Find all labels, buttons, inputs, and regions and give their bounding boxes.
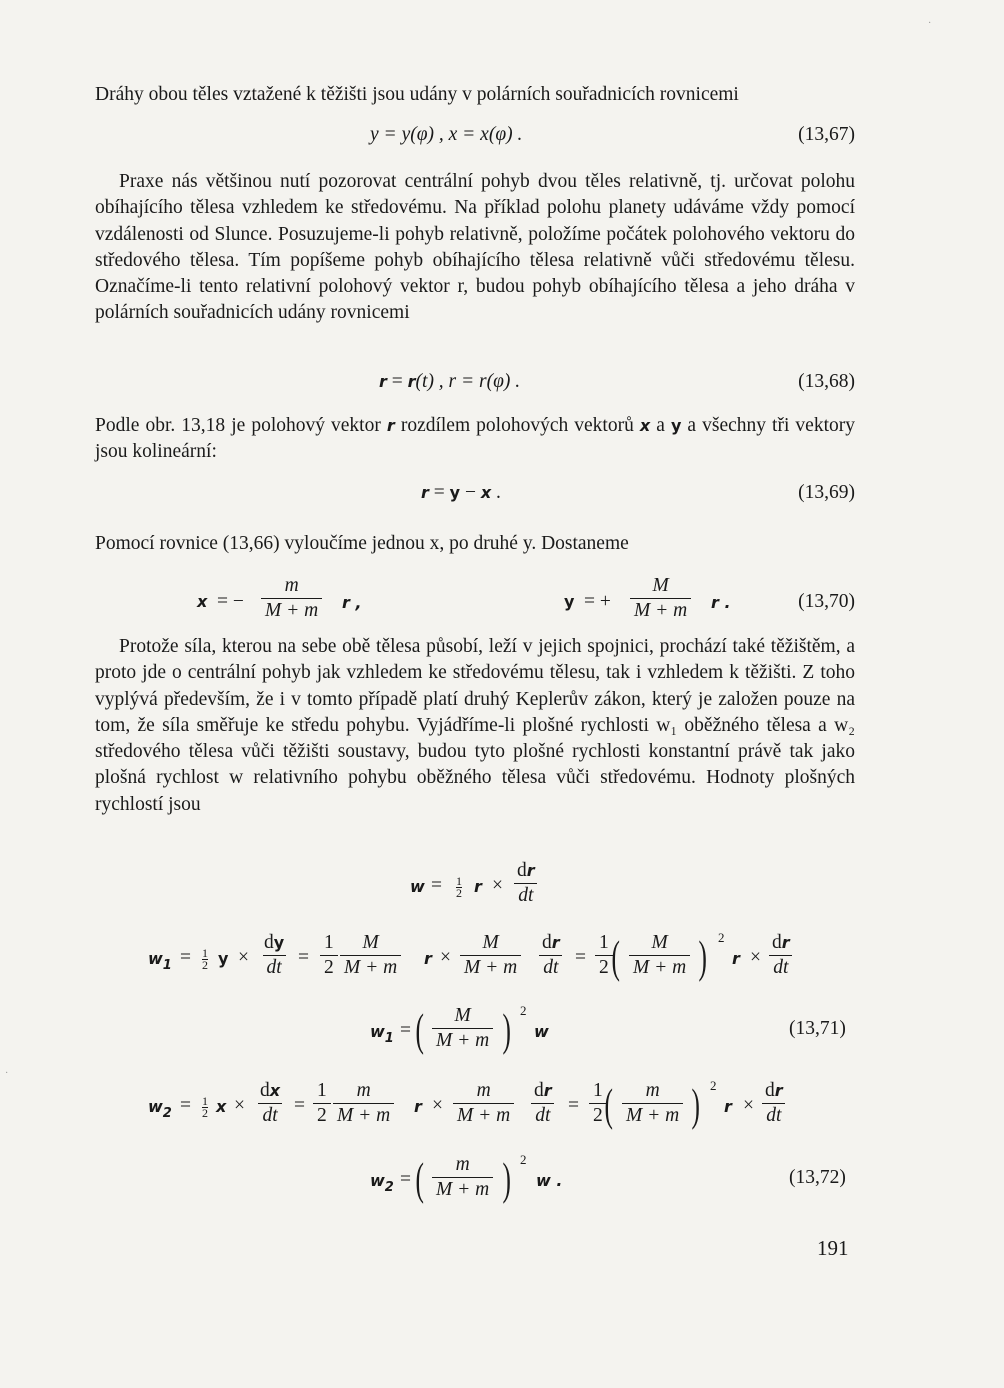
paragraph-3-text-c: rozdílem polohových vektorů [394, 415, 640, 436]
equals-sign: = [428, 482, 450, 503]
fraction-m-over-M-plus-m: $\frac{m}{M + m}$ [333, 1080, 394, 1127]
period: . [491, 482, 501, 503]
paragraph-3 [95, 413, 855, 466]
vector-w: w [410, 877, 425, 896]
fraction-m-over-M-plus-m: $\frac{m}{M + m}$ [261, 575, 322, 622]
vector-y: y [218, 949, 229, 968]
fraction-dx-dt: $\frac{dx}{dt}$ [260, 1080, 281, 1126]
fraction-m-over-M-plus-m: $\frac{m}{M + m}$ [432, 1154, 493, 1201]
paragraph-1: Dráhy obou těles vztažené k těžišti jsou udány v polárních souřadnicích rovnicemi [95, 84, 739, 105]
page-number: 191 [817, 1236, 849, 1260]
times-sign: × [492, 875, 503, 896]
scan-speck: · [5, 1068, 9, 1079]
fraction-M-over-M-plus-m: $\frac{M}{M + m}$ [630, 575, 691, 622]
paragraph-3-text-g: a všechny tři vektory jsou kolineární: [95, 415, 855, 463]
left-paren: ( [415, 1004, 424, 1055]
fraction-m-over-M-plus-m: $\frac{m}{M + m}$ [622, 1080, 683, 1127]
equation-13-67-body: y = y(φ) , x = x(φ) . [370, 124, 523, 145]
equation-number-13-67: (13,67) [798, 124, 855, 145]
vector-r: r . [711, 593, 731, 612]
vector-r: r [379, 372, 387, 391]
fraction-one-half: $\frac{1}{2}$ [320, 932, 338, 979]
equation-w [0, 860, 1004, 920]
paragraph-3-text-e: a [650, 415, 671, 436]
left-paren: ( [604, 1079, 613, 1130]
equation-13-67 [95, 124, 855, 154]
equation-number-13-72: (13,72) [789, 1167, 846, 1188]
fraction-M-over-M-plus-m: $\frac{M}{M + m}$ [340, 932, 401, 979]
vector-y: y [670, 416, 682, 435]
equation-number-13-70: (13,70) [798, 591, 855, 612]
fraction-m-over-M-plus-m: $\frac{m}{M + m}$ [453, 1080, 514, 1127]
vector-y: y [564, 592, 575, 611]
fraction-M-over-M-plus-m: $\frac{M}{M + m}$ [629, 932, 690, 979]
fraction-M-over-M-plus-m: $\frac{M}{M + m}$ [460, 932, 521, 979]
equation-number-13-69: (13,69) [798, 482, 855, 503]
vector-r: r , [342, 593, 362, 612]
paragraph-3-text-a: Podle obr. 13,18 je polohový vektor [95, 415, 387, 436]
vector-x: x [197, 592, 208, 611]
equation-13-69 [95, 482, 855, 512]
equation-w1-expansion: $w_1$ = 1 2 y × $\frac{dy}{dt}$ = $\frac{1}{2}$ $\frac{M}{M + m}$ r × $\frac{M}{M + m}$ $\frac{dr}{dt}$ = $\frac{1}{2}$ ( $\frac{M}{M + m}$ ) 2 r × $\frac{dr}{dt}$ [0, 932, 1004, 992]
vector-r: r [407, 372, 416, 391]
equation-13-71: $w_1$ = ( $\frac{M}{M + m}$ ) 2 w (13,71) [370, 1003, 846, 1055]
left-paren: ( [415, 1153, 424, 1204]
fraction-one-half: $\frac{1}{2}$ [595, 932, 613, 979]
paragraph-4: Pomocí rovnice (13,66) vyloučíme jednou x, po druhé y. Dostaneme [95, 533, 629, 554]
vector-r: r [421, 483, 429, 502]
fraction-dr-dt: $\frac{dr}{dt}$ [538, 932, 564, 979]
equation-13-72: $w_2$ = ( $\frac{m}{M + m}$ ) 2 w . (13,72) [370, 1152, 846, 1204]
fraction-one-half: $\frac{1}{2}$ [313, 1080, 331, 1127]
paragraph-5: Protože síla, kterou na sebe obě tělesa působí, leží v jejich spojnici, prochází také těžištěm, a proto jde o centrální pohyb jak vzhledem ke středovému tělesu, tak i vzhledem k těžišti. Z toho vyplývá především, že i v tomto případě platí druhý Keplerův zákon, který je založen pouze na tom, že síla směřuje ke středu pohybu. Vyjádříme-li plošné rychlosti w₁ oběžného tělesa a w₂ středového tělesa vůči těžišti soustavy, budou tyto plošné rychlosti konstantní právě tak jako plošná rychlost w relativního pohybu oběžného tělesa vůči středovému. Hodnoty plošných rychlostí jsou [95, 636, 855, 815]
fraction-dr-dt: $\frac{dr}{dt}$ [530, 1080, 556, 1127]
one-half: 1 2 [202, 1094, 208, 1120]
scan-speck: · [928, 18, 932, 29]
minus-sign: − [460, 482, 481, 503]
equals-minus: = − [217, 591, 244, 612]
right-paren: ) [502, 1153, 511, 1204]
left-paren: ( [611, 931, 620, 982]
equation-number-13-68: (13,68) [798, 371, 855, 392]
fraction-M-over-M-plus-m: $\frac{M}{M + m}$ [432, 1005, 493, 1052]
one-half: 1 2 [202, 946, 208, 972]
equals-sign: = [431, 875, 442, 896]
paragraph-2: Praxe nás většinou nutí pozorovat centrální pohyb dvou těles relativně, tj. určovat polohu obíhajícího tělesa vzhledem ke středovému. Na příklad polohu planety udáváme vždy pomocí vzdálenosti od Slunce. Posuzujeme-li pohyb relativně, položíme počátek polohového vektoru do středového tělesa. Tím popíšeme pohyb obíhajícího tělesa relativně vůči středovému tělesu. Označíme-li tento relativní polohový vektor r, budou pohyb obíhajícího tělesa a jeho dráha v polárních souřadnicích udány rovnicemi [95, 171, 855, 324]
vector-r: r [386, 416, 395, 435]
vector-x: x [639, 416, 651, 435]
equation-number-13-71: (13,71) [789, 1018, 846, 1039]
equation-w2-expansion: $w_2$ = 1 2 x × $\frac{dx}{dt}$ = $\frac{1}{2}$ $\frac{m}{M + m}$ r × $\frac{m}{M + m}$ $\frac{dr}{dt}$ = $\frac{1}{2}$ ( $\frac{m}{M + m}$ ) 2 r × $\frac{dr}{dt}$ [0, 1080, 1004, 1140]
right-paren: ) [691, 1079, 700, 1130]
right-paren: ) [502, 1004, 511, 1055]
right-paren: ) [698, 931, 707, 982]
equation-13-68 [95, 371, 855, 401]
equals-sign: = [386, 371, 408, 392]
fraction-dr-dt: $\frac{dr}{dt}$ [513, 860, 539, 907]
fraction-dr-dt: $\frac{dr}{dt}$ [761, 1080, 787, 1127]
equation-13-68-rest: (t) , r = r(φ) . [415, 371, 521, 392]
vector-x: x [480, 483, 492, 502]
one-half: 1 2 [456, 874, 462, 900]
vector-w: w [148, 949, 163, 968]
vector-y: y [449, 483, 461, 502]
vector-r: r [474, 877, 482, 896]
fraction-dy-dt: $\frac{dy}{dt}$ [264, 932, 285, 978]
equation-13-70 [95, 575, 855, 635]
fraction-dr-dt: $\frac{dr}{dt}$ [768, 932, 794, 979]
fraction-one-half: $\frac{1}{2}$ [589, 1080, 607, 1127]
equals-plus: = + [584, 591, 611, 612]
